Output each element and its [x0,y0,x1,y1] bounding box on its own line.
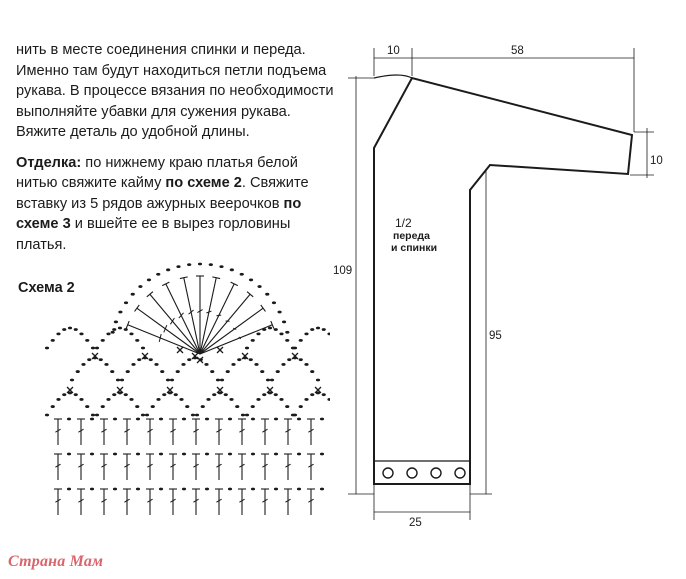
part-label-fraction: 1/2 [395,216,412,230]
dimension-label-sleeve: 58 [511,45,524,57]
part-label-line1: переда [393,230,430,242]
dimension-label-bottom: 25 [409,517,422,529]
dimension-label-shoulder: 10 [387,45,400,57]
hem-eyelet [407,468,417,478]
scheme-label: Схема 2 [18,280,75,296]
watermark: Страна Мам [8,553,104,570]
finishing-text-1: по нижнему краю платья белой нитью свяжите кайму [16,154,298,191]
finishing-text-2: . Свяжите вставку из 5 рядов ажурных веерочков [16,175,309,212]
scheme-3-reference: по схеме 3 [16,195,302,232]
finishing-label: Отделка: [16,154,82,171]
hem-eyelet [383,468,393,478]
dimension-label-cuff: 10 [650,155,663,167]
dimension-label-side: 95 [489,330,502,342]
part-label-line2: и спинки [391,242,438,254]
finishing-text-3: и вшейте ее в вырез горловины платья. [16,216,291,253]
hem-eyelet [431,468,441,478]
hem-eyelet [455,468,465,478]
garment-outline [374,78,632,484]
dimension-label-height: 109 [333,265,353,277]
instructions-paragraph-1: нить в месте соединения спинки и переда. Именно там будут находиться петли подъема рукава. В процессе вязания по необходимости выполняйте убавки для сужения рукава. Вяжите деталь до удобной длины. [16,42,334,140]
scheme-2-reference: по схеме 2 [165,175,242,191]
neckline-curve [374,75,412,78]
